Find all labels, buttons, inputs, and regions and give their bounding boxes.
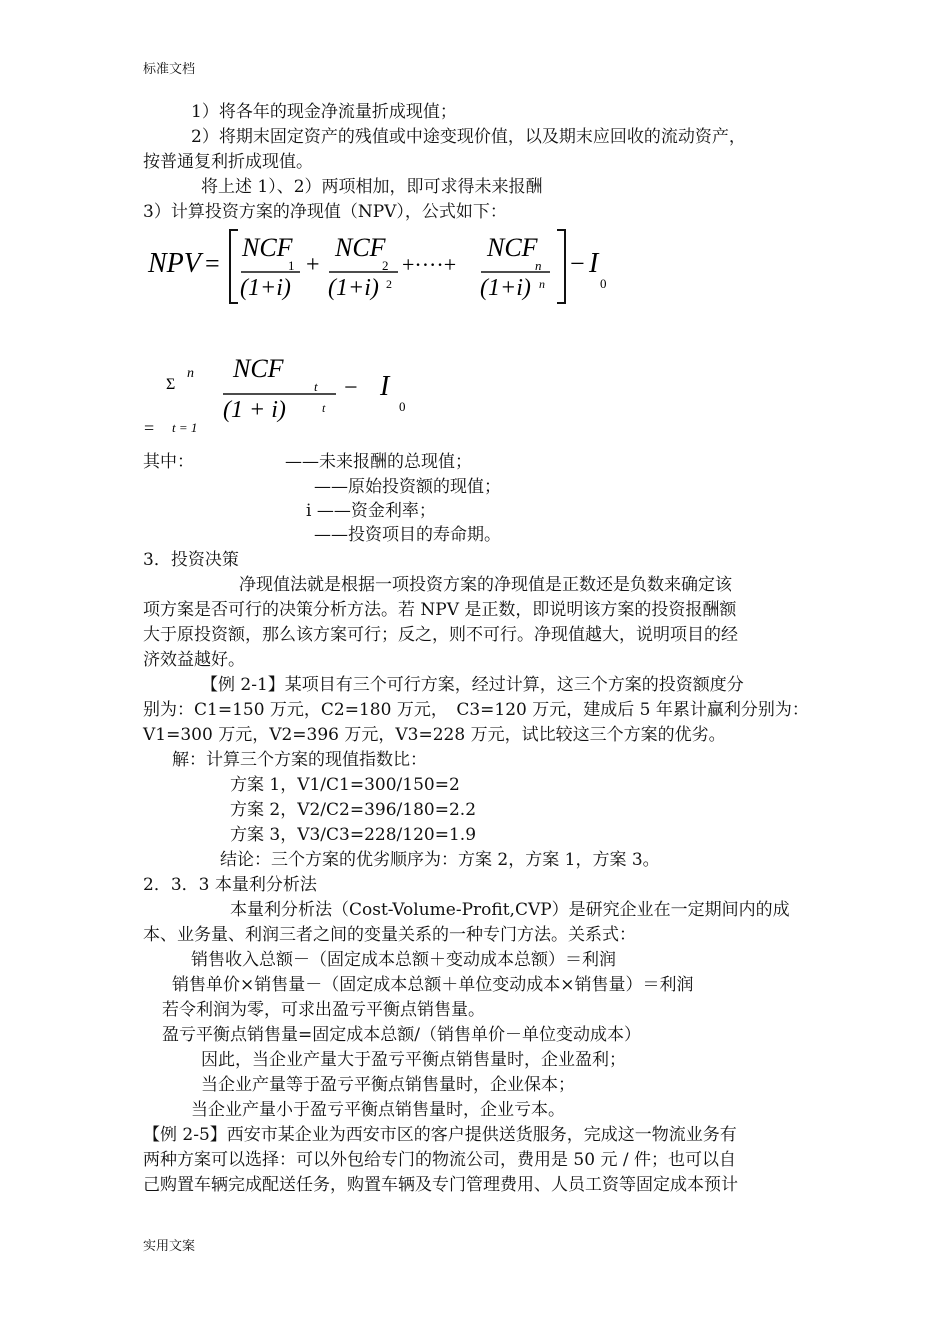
minus-sign-2: − (344, 375, 358, 401)
sub-t: t (314, 379, 318, 394)
text-line: 2）将期末固定资产的残值或中途变现价值，以及期末应回收的流动资产， (191, 127, 746, 147)
text-line: 若令利润为零，可求出盈亏平衡点销售量。 (162, 1000, 485, 1020)
sum-formula (140, 345, 440, 445)
text-line: 3）计算投资方案的净现值（NPV），公式如下： (143, 202, 507, 222)
text-line: 销售收入总额－（固定成本总额＋变动成本总额）＝利润 (191, 950, 616, 970)
initial-investment-sub: 0 (600, 276, 607, 291)
text-line: 济效益越好。 (143, 650, 245, 670)
initial-investment: I (589, 248, 599, 279)
text-line: 当企业产量等于盈亏平衡点销售量时，企业保本； (201, 1075, 575, 1095)
text-line: 净现值法就是根据一项投资方案的净现值是正数还是负数来确定该 (239, 575, 732, 595)
sub-1: 1 (288, 258, 295, 273)
left-bracket (230, 230, 238, 303)
text-line: ——原始投资额的现值； (314, 477, 501, 497)
numerator-n: NCF (487, 233, 538, 262)
numerator-t: NCF (233, 354, 284, 383)
text-line: 方案 3，V3/C3=228/120=1.9 (230, 825, 477, 845)
text-line: 解：计算三个方案的现值指数比： (172, 750, 427, 770)
denominator-2: (1+i) (328, 275, 379, 301)
right-bracket (557, 230, 565, 303)
text-line: 1）将各年的现金净流量折成现值； (191, 102, 457, 122)
sub-2: 2 (382, 258, 389, 273)
initial-investment-sub-2: 0 (399, 399, 406, 414)
text-line: 本、业务量、利润三者之间的变量关系的一种专门方法。关系式： (143, 925, 636, 945)
minus-sign: − (570, 249, 585, 278)
text-line: 销售单价×销售量－（固定成本总额＋单位变动成本×销售量）＝利润 (172, 975, 694, 995)
text-line: ——投资项目的寿命期。 (314, 525, 501, 545)
sub-n: n (535, 258, 542, 273)
plus-1: + (306, 252, 320, 278)
text-line: 己购置车辆完成配送任务，购置车辆及专门管理费用、人员工资等固定成本预计 (143, 1175, 738, 1195)
text-line: 按普通复利折成现值。 (143, 152, 313, 172)
section-heading: 3．投资决策 (143, 550, 239, 570)
text-line: ——未来报酬的总现值； (285, 452, 472, 472)
denominator-1: (1+i) (240, 275, 291, 301)
exp-t: t (322, 401, 326, 415)
numerator-2: NCF (335, 233, 386, 262)
text-line: 将上述 1）、2）两项相加，即可求得未来报酬 (201, 177, 543, 197)
text-line: 方案 1，V1/C1=300/150=2 (230, 775, 460, 795)
equals-sign: = (205, 249, 220, 278)
npv-formula (140, 225, 620, 315)
text-line: 本量利分析法（Cost-Volume-Profit,CVP）是研究企业在一定期间内的成 (230, 900, 790, 920)
text-line: V1=300 万元，V2=396 万元，V3=228 万元，试比较这三个方案的优劣。 (143, 725, 726, 745)
initial-investment-2: I (380, 371, 390, 402)
text-line: 【例 2-1】某项目有三个可行方案，经过计算，这三个方案的投资额度分 (201, 675, 744, 695)
page-header: 标准文档 (143, 62, 196, 77)
text-line: i ——资金利率； (306, 501, 436, 521)
section-heading: 2．3．3 本量利分析法 (143, 875, 317, 895)
text-line: 方案 2，V2/C2=396/180=2.2 (230, 800, 477, 820)
denominator-n: (1+i) (480, 275, 531, 301)
text-line: 大于原投资额，那么该方案可行；反之，则不可行。净现值越大，说明项目的经 (143, 625, 738, 645)
sigma-lower: t = 1 (172, 420, 198, 435)
text-line: 【例 2-5】西安市某企业为西安市区的客户提供送货服务，完成这一物流业务有 (143, 1125, 737, 1145)
denominator-t: (1 + i) (223, 397, 286, 423)
text-line: 盈亏平衡点销售量=固定成本总额/（销售单价－单位变动成本） (162, 1025, 641, 1045)
sigma-upper: n (187, 366, 194, 381)
exp-n: n (539, 277, 545, 291)
sigma-symbol: Σ (166, 376, 176, 393)
text-line: 结论：三个方案的优劣顺序为：方案 2，方案 1，方案 3。 (220, 850, 660, 870)
text-line: 因此，当企业产量大于盈亏平衡点销售量时，企业盈利； (201, 1050, 626, 1070)
text-line: 两种方案可以选择：可以外包给专门的物流公司，费用是 50 元 / 件；也可以自 (143, 1150, 736, 1170)
numerator-1: NCF (242, 233, 293, 262)
exp-2: 2 (386, 277, 392, 291)
text-line: 别为：C1=150 万元，C2=180 万元， C3=120 万元，建成后 5 年累计赢利分别为： (143, 700, 809, 720)
text-line: 项方案是否可行的决策分析方法。若 NPV 是正数，即说明该方案的投资报酬额 (143, 600, 737, 620)
text-line: 当企业产量小于盈亏平衡点销售量时，企业亏本。 (191, 1100, 565, 1120)
text-line: 其中： (143, 452, 194, 472)
ellipsis-plus: +····+ (402, 252, 457, 277)
equals-sign-2: = (144, 418, 155, 438)
page-footer: 实用文案 (143, 1239, 196, 1254)
npv-lhs: NPV (148, 248, 201, 279)
